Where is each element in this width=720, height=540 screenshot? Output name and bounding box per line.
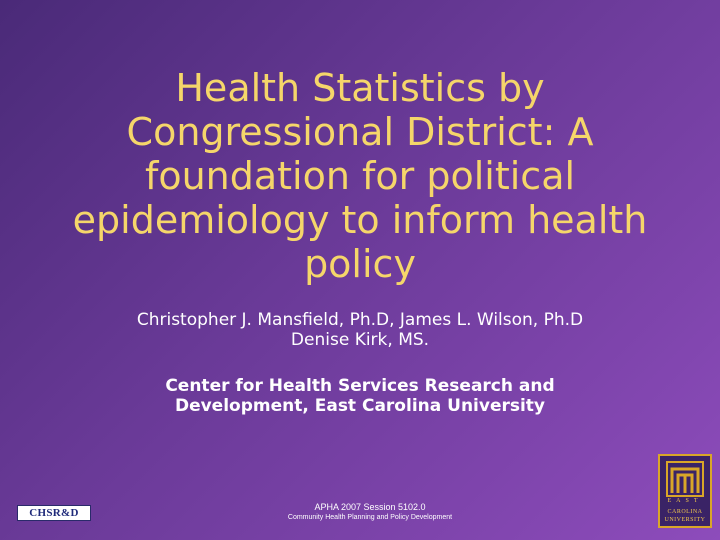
chsrd-logo <box>17 505 91 521</box>
ecu-logo-east: EAST <box>667 498 703 504</box>
slide-title: Health Statistics by Congressional District: A foundation for political epidemiology to inform health policy <box>72 66 648 286</box>
ecu-logo-university: UNIVERSITY <box>664 517 706 523</box>
affiliation-line-2: Development, East Carolina University <box>174 396 546 416</box>
affiliation <box>60 376 660 416</box>
authors-line-2: Denise Kirk, MS. <box>290 330 430 350</box>
ecu-logo <box>658 454 712 528</box>
footer-track: Community Health Planning and Policy Development <box>287 514 453 521</box>
footer <box>240 502 500 522</box>
affiliation-line-1: Center for Health Services Research and <box>165 376 555 396</box>
chsrd-logo-text: CHSR&D <box>29 507 79 519</box>
authors <box>60 310 660 350</box>
ecu-logo-carolina: CAROLINA <box>667 509 703 515</box>
footer-session: APHA 2007 Session 5102.0 <box>314 502 426 512</box>
ecu-monogram-icon <box>666 461 704 497</box>
authors-line-1: Christopher J. Mansfield, Ph.D, James L. Wilson, Ph.D <box>136 310 584 330</box>
